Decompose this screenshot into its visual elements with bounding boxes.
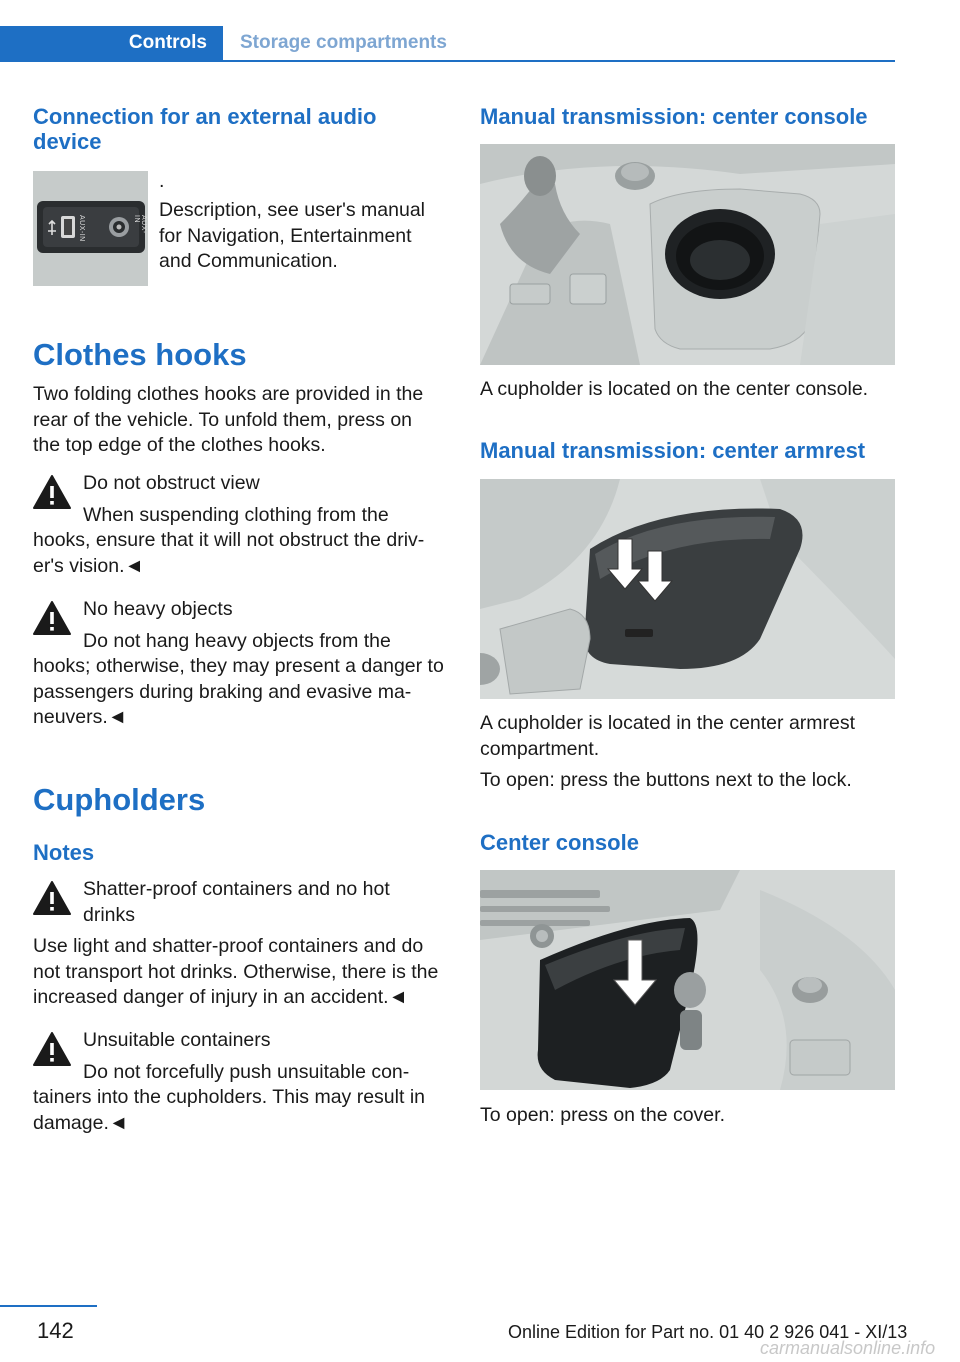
audio-dot: . bbox=[159, 170, 165, 192]
center-console-text: To open: press on the cover. bbox=[480, 1104, 725, 1126]
page-number: 142 bbox=[37, 1318, 74, 1343]
warning-unsuitable-text: tainers into the cupholders. This may result in damage.◄ bbox=[33, 1086, 425, 1134]
warning-no-obstruct-text: hooks, ensure that it will not obstruct the driv-er's vision.◄ bbox=[33, 529, 425, 577]
warning-icon bbox=[32, 880, 72, 916]
warning-no-obstruct-line1: When suspending clothing from the bbox=[83, 504, 389, 526]
center-console-heading: Center console bbox=[480, 830, 639, 855]
center-console-cover-image bbox=[480, 870, 895, 1090]
center-armrest-image bbox=[480, 479, 895, 699]
armrest-heading: Manual transmission: center armrest bbox=[480, 438, 866, 463]
notes-heading: Notes bbox=[33, 840, 95, 865]
footer-divider bbox=[0, 1305, 97, 1307]
warning-no-obstruct-title: Do not obstruct view bbox=[83, 472, 260, 494]
warning-heavy-objects-title: No heavy objects bbox=[83, 598, 233, 620]
cupholders-heading: Cupholders bbox=[33, 782, 206, 817]
armrest-open-text: To open: press the buttons next to the lock. bbox=[480, 769, 852, 791]
warning-heavy-objects-text: hooks; otherwise, they may present a danger to passengers during braking and evasive ma-neuvers.◄ bbox=[33, 655, 444, 728]
warning-unsuitable-line1: Do not forcefully push unsuitable con- bbox=[83, 1061, 410, 1083]
edition-info: Online Edition for Part no. 01 40 2 926 041 - XI/13 bbox=[508, 1322, 908, 1342]
audio-heading: Connection for an external audio device bbox=[33, 104, 377, 154]
console-heading: Manual transmission: center console bbox=[480, 104, 868, 129]
aux-in-image bbox=[33, 171, 148, 286]
watermark: carmanualsonline.info bbox=[760, 1338, 936, 1358]
tab-storage-compartments[interactable]: Storage compartments bbox=[240, 32, 447, 53]
warning-icon bbox=[32, 1031, 72, 1067]
warning-shatterproof-text: Use light and shatter-proof containers and do not transport hot drinks. Otherwise, there is the increased danger of injury in an accident.◄ bbox=[33, 935, 439, 1008]
warning-icon bbox=[32, 600, 72, 636]
armrest-text: A cupholder is located in the center armrest compartment. bbox=[480, 712, 856, 760]
aux-label-left: AUX-IN bbox=[78, 215, 85, 242]
center-console-cupholder-image bbox=[480, 144, 895, 365]
audio-description: Description, see user's manual for Navigation, Entertainment and Communication. bbox=[159, 199, 426, 272]
warning-icon bbox=[32, 474, 72, 510]
clothes-hooks-text: Two folding clothes hooks are provided in the rear of the vehicle. To unfold them, press on the top edge of the clothes hooks. bbox=[33, 383, 424, 456]
warning-unsuitable-title: Unsuitable containers bbox=[83, 1029, 271, 1051]
console-text: A cupholder is located on the center console. bbox=[480, 378, 869, 400]
warning-shatterproof-title: Shatter-proof containers and no hot drinks bbox=[83, 878, 390, 926]
header-tab-bar bbox=[0, 26, 895, 62]
clothes-hooks-heading: Clothes hooks bbox=[33, 337, 247, 372]
header-divider bbox=[0, 60, 895, 62]
aux-label-right: AUX-IN bbox=[133, 215, 147, 234]
tab-controls[interactable]: Controls bbox=[0, 26, 223, 60]
warning-heavy-objects-line1: Do not hang heavy objects from the bbox=[83, 630, 391, 652]
